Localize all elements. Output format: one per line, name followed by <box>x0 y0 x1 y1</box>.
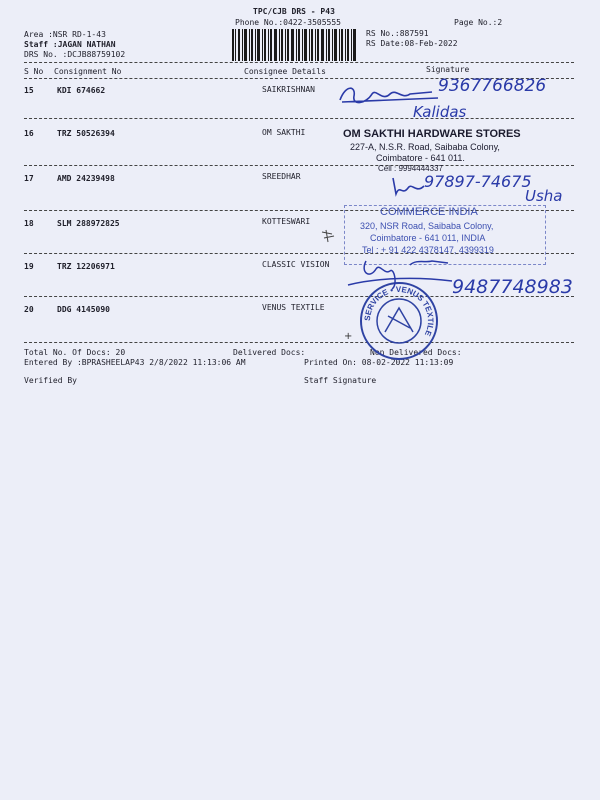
tick-mark <box>320 228 336 244</box>
stamp-om-sakthi-name: OM SAKTHI HARDWARE STORES <box>343 128 521 140</box>
row-consignment: KDI 674662 <box>57 86 106 95</box>
verified-by: Verified By <box>24 376 77 385</box>
stamp-commerce-india-name: COMMERCE INDIA <box>380 206 478 218</box>
table-divider-bottom <box>24 342 574 343</box>
entered-by: Entered By :BPRASHEELAP43 2/8/2022 11:13:06 AM <box>24 358 246 367</box>
row-consignment: AMD 24239498 <box>57 174 115 183</box>
stamp-venus-ring-text: SERVICE • VENUS TEXTILE <box>362 284 436 338</box>
row-sno: 18 <box>24 219 34 228</box>
stamp-commerce-india-address: 320, NSR Road, Saibaba Colony, <box>360 221 494 231</box>
rs-date: RS Date:08-Feb-2022 <box>366 39 458 48</box>
row-divider <box>24 165 574 166</box>
row-consignee: OM SAKTHI <box>262 128 306 137</box>
row-consignee: VENUS TEXTILE <box>262 303 325 312</box>
row-consignment: SLM 288972825 <box>57 219 120 228</box>
handwritten-name-row16: Kalidas <box>413 103 467 121</box>
row-sno: 19 <box>24 262 34 271</box>
total-docs: Total No. Of Docs: 20 <box>24 348 126 357</box>
stamp-om-sakthi-cell: Cell : 9994444337 <box>378 164 443 173</box>
barcode <box>232 29 358 61</box>
row-consignee: SREEDHAR <box>262 172 301 181</box>
handwritten-phone-row17: 97897-74675 <box>424 172 532 191</box>
stamp-commerce-india-city: Coimbatore - 641 011, INDIA <box>370 233 486 243</box>
drs-number: DRS No. :DCJB88759102 <box>24 50 126 59</box>
stamp-om-sakthi-city: Coimbatore - 641 011. <box>376 153 465 163</box>
delivered-docs: Delivered Docs: <box>233 348 306 357</box>
non-delivered-docs: Non Delivered Docs: <box>370 348 462 357</box>
row-sno: 20 <box>24 305 34 314</box>
row-consignee: KOTTESWARI <box>262 217 311 226</box>
printed-on: Printed On: 08-02-2022 11:13:09 <box>304 358 454 367</box>
rs-number: RS No.:887591 <box>366 29 429 38</box>
handwritten-name-row17: Usha <box>525 187 563 205</box>
stamp-om-sakthi-address: 227-A, N.S.R. Road, Saibaba Colony, <box>350 142 500 152</box>
row-divider <box>24 118 574 119</box>
row-consignment: DDG 4145090 <box>57 305 110 314</box>
row-sno: 17 <box>24 174 34 183</box>
staff-signature: Staff Signature <box>304 376 377 385</box>
stamp-commerce-india-tel: Tel : + 91 422 4378147, 4399319 <box>362 245 494 255</box>
row-consignment: TRZ 12206971 <box>57 262 115 271</box>
signature-row19-scribble <box>340 255 460 295</box>
row-sno: 15 <box>24 86 34 95</box>
col-signature: Signature <box>426 65 470 74</box>
handwritten-phone-row19: 9487748983 <box>452 276 573 298</box>
col-consignment: Consignment No <box>54 67 122 76</box>
col-consignee: Consignee Details <box>244 67 326 76</box>
phone-number: Phone No.:0422-3505555 <box>235 18 341 27</box>
row-sno: 16 <box>24 129 34 138</box>
col-sno: S No <box>24 67 44 76</box>
area-label: Area :NSR RD-1-43 <box>24 30 106 39</box>
page-number: Page No.:2 <box>454 18 503 27</box>
report-title: TPC/CJB DRS - P43 <box>253 7 335 16</box>
row-consignee: CLASSIC VISION <box>262 260 330 269</box>
plus-mark: + <box>344 331 353 342</box>
row-consignee: SAIKRISHNAN <box>262 85 315 94</box>
row-consignment: TRZ 50526394 <box>57 129 115 138</box>
handwritten-phone-row15: 9367766826 <box>438 76 547 96</box>
header-divider-top <box>24 62 574 63</box>
staff-label: Staff :JAGAN NATHAN <box>24 40 116 49</box>
